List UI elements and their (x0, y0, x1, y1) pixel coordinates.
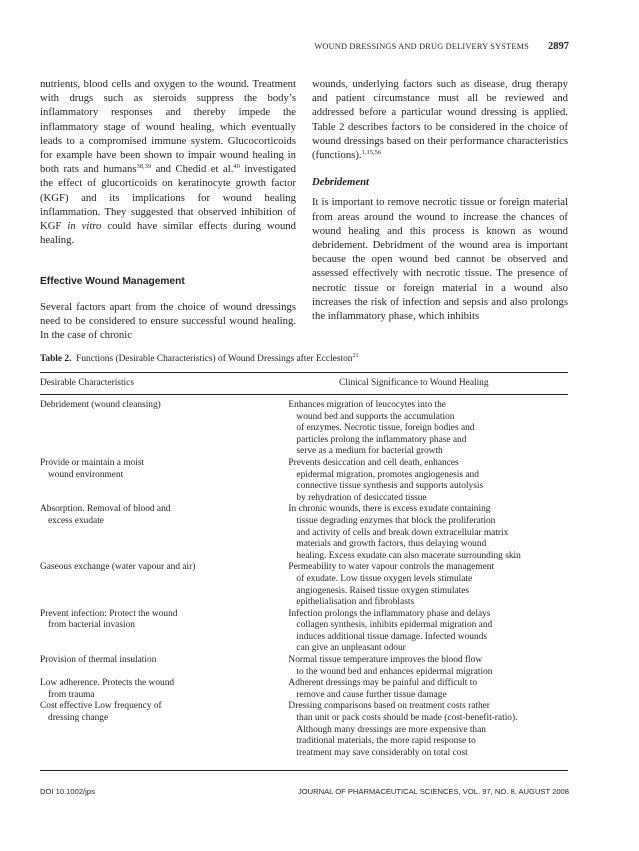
column-header-significance: Clinical Significance to Wound Healing (339, 378, 489, 388)
significance-cell (288, 609, 568, 655)
table-header-rule (40, 394, 568, 395)
citation-ref: 1,15,56 (361, 149, 382, 157)
characteristic-cell (40, 655, 288, 678)
table-row (40, 609, 568, 655)
characteristic-cell (40, 400, 288, 458)
right-column (312, 77, 568, 323)
cell-line: of exudate. Low tissue oxygen levels stimulate (296, 573, 473, 584)
text-run: wounds, underlying factors such as disease, drug therapy and patient circumstance must all be reviewed and addressed before a particular wound dressing is applied. Table 2 describes factors to be considered in the choice of wound dressings based on their performance characteristics (functions). (312, 78, 568, 162)
table-row (40, 562, 568, 608)
table-row (40, 400, 568, 458)
cell-line: collagen synthesis, inhibits epidermal migration and (296, 620, 493, 631)
characteristic-cell (40, 458, 288, 504)
cell-line: Prevent infection: Protect the wound (40, 608, 178, 619)
page-header (40, 42, 569, 56)
cell-line: induces additional tissue damage. Infected wounds (296, 631, 487, 642)
cell-line: epithelialisation and fibroblasts (296, 597, 415, 608)
significance-cell (288, 678, 568, 701)
citation-ref: 40 (233, 163, 240, 171)
cell-line: can give an unpleasant odour (296, 643, 406, 654)
cell-line: healing. Excess exudate can also macerate surrounding skin (296, 550, 521, 561)
cell-line: excess exudate (48, 515, 104, 526)
right-paragraph-2: It is important to remove necrotic tissue or foreign material from areas around the wound to increase the chances of wound healing and this process is known as wound debridement. Debridment of the wound area is important because the open wound bed cannot be observed and assessed effectively with necrotic tissue. The presence of necrotic tissue or foreign material in a wound also increases the risk of infection and sepsis and also prolongs the inflammatory phase, which inhibits (312, 196, 568, 323)
cell-line: of enzymes. Necrotic tissue, foreign bodies and (296, 423, 475, 434)
cell-line: than unit or pack costs should be made (cost-benefit-ratio). (296, 713, 518, 724)
text-run: could have similar effects during wound healing. (40, 220, 296, 247)
characteristic-cell (40, 504, 288, 562)
cell-line: remove and cause further tissue damage (296, 689, 447, 700)
cell-line: treatment may save considerably on total cost (296, 747, 468, 758)
left-paragraph-2: Several factors apart from the choice of wound dressings need to be considered to ensure successful wound healing. In the case of chronic (40, 300, 296, 342)
cell-line: tissue degrading enzymes that block the proliferation (296, 515, 496, 526)
table-row (40, 655, 568, 678)
cell-line: materials and growth factors, thus delaying wound (296, 539, 487, 550)
cell-line: Provide or maintain a moist (40, 457, 145, 468)
table-caption-text: Functions (Desirable Characteristics) of Wound Dressings after Eccleston (76, 354, 353, 364)
cell-line: Prevents desiccation and cell death, enhances (288, 457, 459, 468)
characteristic-cell (40, 701, 288, 759)
cell-line: Adherent dressings may be painful and difficult to (288, 678, 478, 689)
cell-line: from bacterial invasion (48, 620, 135, 631)
significance-cell (288, 701, 568, 759)
cell-line: Normal tissue temperature improves the blood flow (288, 655, 483, 666)
cell-line: Low adherence. Protects the wound (40, 678, 175, 689)
significance-cell (288, 400, 568, 458)
table-bottom-rule (40, 770, 568, 771)
cell-line: Absorption. Removal of blood and (40, 504, 171, 515)
characteristic-cell (40, 678, 288, 701)
table-body (40, 400, 568, 759)
journal-info: JOURNAL OF PHARMACEUTICAL SCIENCES, VOL. 97, NO. 8, AUGUST 2008 (297, 787, 569, 796)
citation-ref: 38,39 (136, 163, 152, 171)
left-column (40, 77, 296, 342)
text-run: investigated the effect of glucorticoids on keratinocyte growth factor (KGF) and its implications for wound healing inflammation. They suggested that observed inhibition of KGF (40, 163, 296, 233)
cell-line: Cost effective Low frequency of (40, 701, 162, 712)
table-label: Table 2. (40, 354, 72, 364)
cell-line: In chronic wounds, there is excess exudate containing (288, 504, 491, 515)
page-number: 2897 (548, 41, 569, 52)
table-row (40, 504, 568, 562)
left-paragraph-1 (40, 77, 296, 247)
cell-line: connective tissue synthesis and supports autolysis (296, 481, 484, 492)
section-heading-debridement: Debridement (312, 176, 369, 189)
cell-line: Permeability to water vapour controls the management (288, 562, 495, 573)
table-caption (40, 354, 569, 364)
cell-line: to the wound bed and enhances epidermal migration (296, 666, 493, 677)
significance-cell (288, 504, 568, 562)
cell-line: Gaseous exchange (water vapour and air) (40, 562, 196, 573)
italic-run: in vitro (67, 220, 102, 233)
text-run: nutrients, blood cells and oxygen to the wound. Treatment with drugs such as steroids suppress the body’s inflammatory responses and thereby impede the inflammatory stage of wound healing, which eventually leads to a compromised immune system. Glucocorticoids for example have been shown to impair wound healing in both rats and humans (40, 78, 296, 176)
significance-cell (288, 562, 568, 608)
table-row (40, 678, 568, 701)
text-run: and Chedid et al. (151, 163, 234, 176)
cell-line: Although many dressings are more expensive than (296, 724, 486, 735)
cell-line: Debridement (wound cleansing) (40, 400, 161, 410)
cell-line: angiogenesis. Raised tissue oxygen stimulates (296, 585, 470, 596)
significance-cell (288, 655, 568, 678)
cell-line: from trauma (48, 689, 95, 700)
cell-line: particles prolong the inflammatory phase and (296, 434, 467, 445)
cell-line: wound bed and supports the accumulation (296, 411, 455, 422)
cell-line: by rehydration of desiccated tissue (296, 492, 427, 503)
table-row (40, 701, 568, 759)
cell-line: serve as a medium for bacterial growth (296, 446, 443, 457)
table-row (40, 458, 568, 504)
cell-line: Enhances migration of leucocytes into the (288, 400, 446, 410)
significance-cell (288, 458, 568, 504)
cell-line: epidermal migration, promotes angiogenesis and (296, 469, 479, 480)
cell-line: Dressing comparisons based on treatment costs rather (288, 701, 490, 712)
cell-line: Infection prolongs the inflammatory phase and delays (288, 608, 491, 619)
running-title: WOUND DRESSINGS AND DRUG DELIVERY SYSTEMS (314, 42, 529, 51)
doi: DOI 10.1002/jps (40, 787, 95, 796)
cell-line: and activity of cells and break down extracellular matrix (296, 527, 509, 538)
section-heading-effective-wound-management: Effective Wound Management (40, 276, 185, 288)
citation-ref: 21 (352, 353, 359, 359)
cell-line: Provision of thermal insulation (40, 655, 157, 666)
table-top-rule (40, 372, 568, 373)
column-header-characteristics: Desirable Characteristics (40, 378, 134, 388)
cell-line: traditional materials, the more rapid response to (296, 736, 476, 747)
right-paragraph-1 (312, 77, 568, 162)
cell-line: dressing change (48, 713, 109, 724)
characteristic-cell (40, 562, 288, 608)
characteristic-cell (40, 609, 288, 655)
cell-line: wound environment (48, 469, 124, 480)
